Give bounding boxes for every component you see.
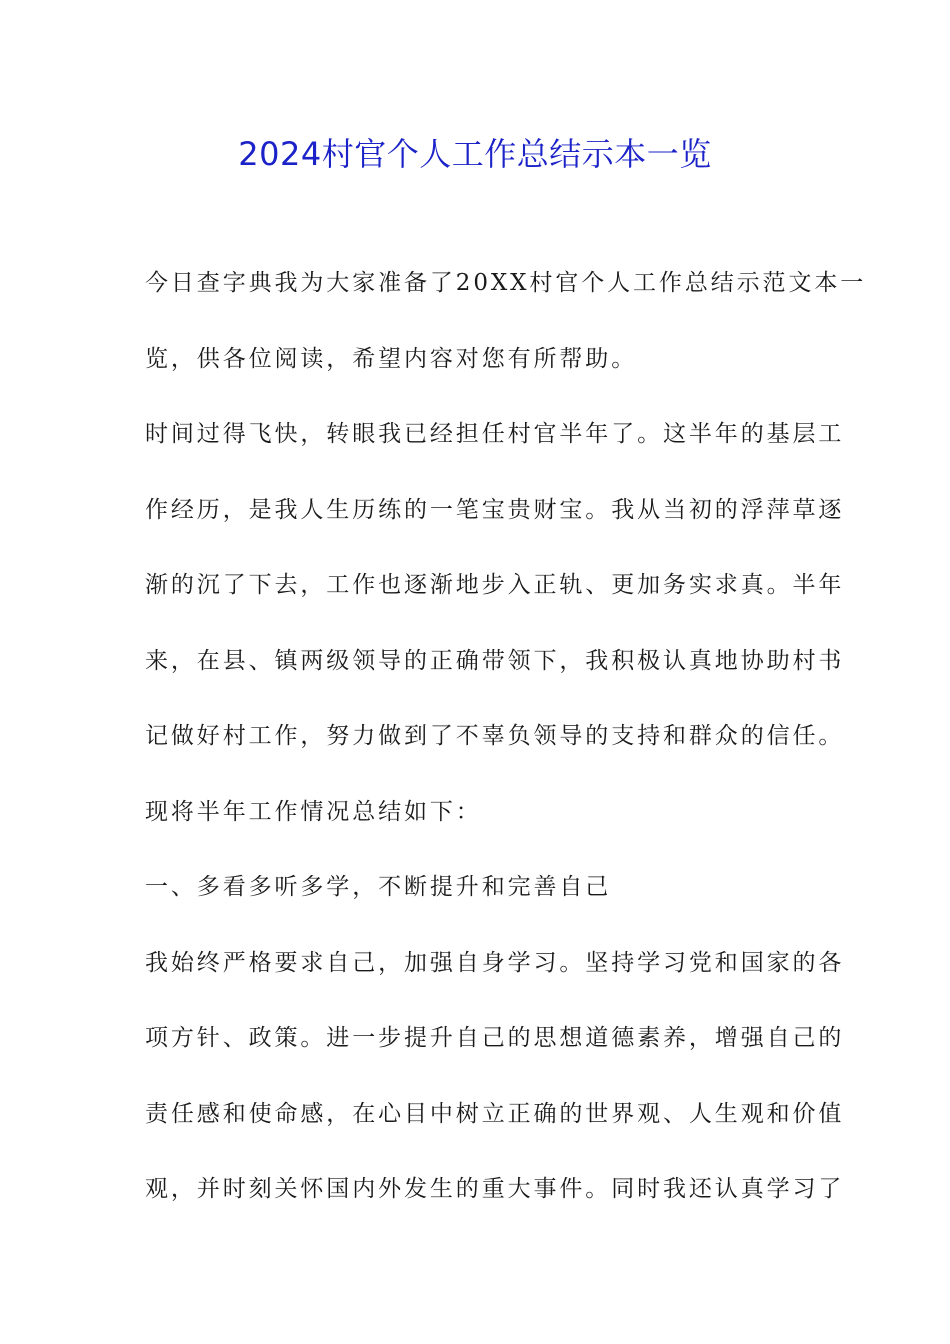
body-line: 渐的沉了下去，工作也逐渐地步入正轨、更加务实求真。半年 (145, 572, 845, 598)
body-line: 责任感和使命感，在心目中树立正确的世界观、人生观和价值 (145, 1100, 845, 1127)
section-heading: 一、多看多听多学，不断提升和完善自己 (145, 874, 612, 900)
body-line: 项方针、政策。进一步提升自己的思想道德素养，增强自己的 (145, 1025, 845, 1051)
body-line: 观，并时刻关怀国内外发生的重大事件。同时我还认真学习了 (145, 1176, 845, 1202)
body-line: 时间过得飞快，转眼我已经担任村官半年了。这半年的基层工 (145, 421, 845, 447)
body-line: 作经历，是我人生历练的一笔宝贵财宝。我从当初的浮萍草逐 (145, 496, 845, 523)
document-body (145, 257, 867, 1239)
body-line: 今日查字典我为大家准备了20XX村官个人工作总结示范文本一 (145, 270, 867, 296)
body-line: 记做好村工作，努力做到了不辜负领导的支持和群众的信任。 (145, 723, 845, 749)
document-title: 2024村官个人工作总结示本一览 (238, 135, 712, 173)
body-line: 现将半年工作情况总结如下： (145, 798, 482, 825)
body-line: 览，供各位阅读，希望内容对您有所帮助。 (145, 345, 638, 372)
body-line: 来，在县、镇两级领导的正确带领下，我积极认真地协助村书 (145, 647, 845, 674)
body-line: 我始终严格要求自己，加强自身学习。坚持学习党和国家的各 (145, 949, 845, 976)
